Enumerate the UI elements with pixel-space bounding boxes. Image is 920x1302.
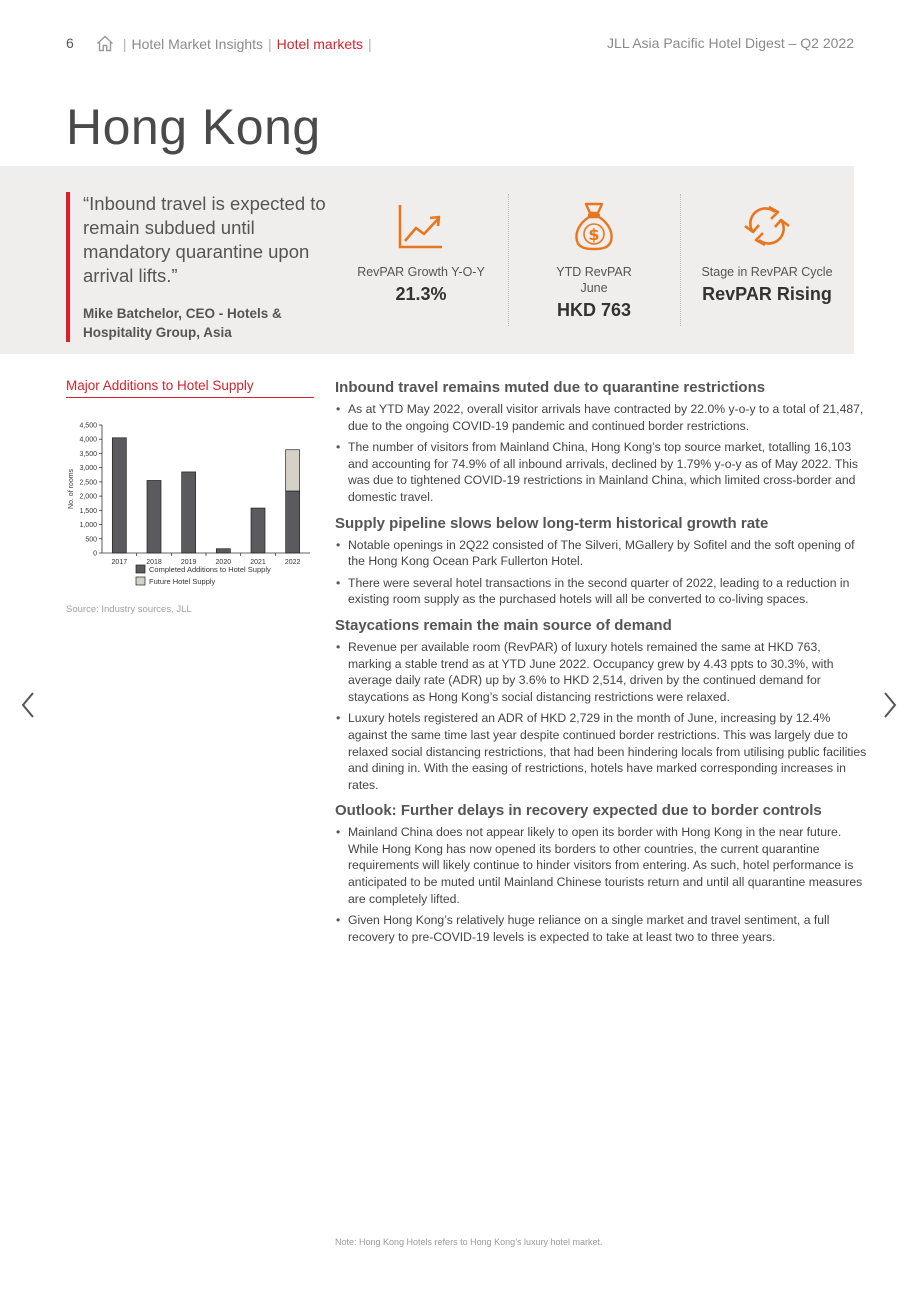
y-tick-label: 2,500 (79, 479, 97, 487)
x-tick-label: 2022 (284, 559, 301, 566)
svg-text:$: $ (588, 225, 600, 244)
trend-up-icon (336, 196, 506, 256)
bullet-item: • Notable openings in 2Q22 consisted of The Silveri, MGallery by Sofitel and the soft opening of the Hong Kong Ocean Park Fullerton Hotel. (335, 537, 867, 570)
money-bag-icon (509, 196, 679, 256)
y-axis-label: No. of rooms (68, 468, 75, 510)
stat-label: Stage in RevPAR Cycle (701, 265, 833, 279)
y-tick-label: 3,000 (79, 465, 97, 473)
stat-label: RevPAR Growth Y-O-Y (357, 265, 485, 279)
legend-swatch (136, 565, 145, 573)
y-tick-label: 4,500 (79, 422, 97, 430)
commentary (335, 379, 867, 954)
chart-title: Major Additions to Hotel Supply (66, 378, 314, 398)
bar-completed-2018 (147, 480, 161, 553)
bullet-item: • Luxury hotels registered an ADR of HKD 2,729 in the month of June, increasing by 12.4% against the same time last year despite continued border restrictions. This was largely due to relaxed social distancing restrictions, that had been hindering locals from utilising public facilities and dining in. With the easing of restrictions, hotels have marked corresponding increases in rates. (335, 710, 867, 793)
y-tick-label: 0 (93, 550, 97, 558)
legend-swatch (136, 577, 145, 585)
page-title: Hong Kong (66, 99, 321, 155)
breadcrumb: | Hotel Market Insights | Hotel markets | (96, 35, 377, 55)
stat-revpar-growth (336, 196, 506, 305)
supply-chart-panel (66, 378, 314, 615)
breadcrumb-hotel-markets[interactable]: Hotel markets (276, 36, 364, 52)
bar-completed-2017 (112, 438, 126, 553)
y-tick-label: 3,500 (79, 450, 97, 458)
stat-value: 21.3% (395, 284, 447, 304)
stat-ytd-revpar (509, 196, 679, 321)
x-tick-label: 2019 (180, 559, 197, 566)
previous-page-arrow-icon[interactable] (18, 690, 38, 720)
quote-author: Mike Batchelor, CEO - Hotels & Hospitality Group, Asia (83, 306, 282, 340)
key-stats-band (0, 166, 854, 354)
y-tick-label: 500 (85, 536, 97, 544)
stat-revpar-cycle (682, 196, 852, 305)
bullet-list (335, 401, 867, 506)
x-tick-label: 2018 (146, 559, 162, 566)
y-tick-label: 1,500 (79, 507, 97, 515)
bullet-item: • As at YTD May 2022, overall visitor arrivals have contracted by 22.0% y-o-y to a total of 21,487, due to the ongoing COVID-19 pandemic and continued border restrictions. (335, 401, 867, 434)
legend-label: Future Hotel Supply (149, 577, 216, 586)
bullet-item: • Revenue per available room (RevPAR) of luxury hotels remained the same at HKD 763, marking a stable trend as at YTD June 2022. Occupancy grew by 4.43 ppts to 30.3%, with average daily rate (ADR) up by 3.6% to HKD 2,514, driven by the continued demand for staycations as Hong Kong’s social distancing restrictions were relaxed. (335, 639, 867, 705)
bar-future-2022 (286, 450, 300, 491)
bullet-item: • Given Hong Kong’s relatively huge reliance on a single market and travel sentiment, a full recovery to pre-COVID-19 levels is expected to take at least two to three years. (335, 912, 867, 945)
x-tick-label: 2021 (250, 559, 266, 566)
bullet-list (335, 639, 867, 793)
bar-completed-2022 (286, 491, 300, 553)
bar-completed-2021 (251, 508, 265, 553)
footer-note: Note: Hong Kong Hotels refers to Hong Kong’s luxury hotel market. (335, 1237, 603, 1247)
stat-value: HKD 763 (556, 300, 632, 320)
pull-quote (66, 192, 333, 342)
y-tick-label: 1,000 (79, 522, 97, 530)
x-tick-label: 2017 (111, 559, 128, 566)
section-heading: Outlook: Further delays in recovery expected due to border controls (335, 802, 822, 820)
supply-bar-chart (66, 408, 314, 598)
bullet-item: • The number of visitors from Mainland China, Hong Kong’s top source market, totalling 16,103 and accounting for 74.9% of all inbound arrivals, declined by 1.79% y-o-y as of May 2022. This was due to tightened COVID-19 restrictions in Mainland China, which limited cross-border and domestic travel. (335, 439, 867, 505)
bar-completed-2019 (182, 472, 196, 553)
section-heading: Supply pipeline slows below long-term historical growth rate (335, 514, 769, 532)
page-header (66, 33, 854, 53)
x-tick-label: 2020 (215, 559, 232, 566)
next-page-arrow-icon[interactable] (880, 690, 900, 720)
bullet-list (335, 537, 867, 608)
breadcrumb-hotel-market-insights[interactable]: Hotel Market Insights (131, 36, 264, 52)
stat-label: YTD RevPAR June (556, 265, 632, 295)
y-tick-label: 2,000 (79, 493, 97, 501)
bullet-list (335, 824, 867, 945)
bar-completed-2020 (216, 549, 230, 553)
stat-value: RevPAR Rising (702, 284, 832, 304)
cycle-arrows-icon (682, 196, 852, 256)
section-heading: Inbound travel remains muted due to quarantine restrictions (335, 379, 766, 396)
bullet-item: • There were several hotel transactions in the second quarter of 2022, leading to a reduction in existing room supply as the purchased hotels will all be converted to co-living spaces. (335, 575, 867, 608)
quote-text: “Inbound travel is expected to remain subdued until mandatory quarantine upon arrival lifts.” (83, 193, 326, 286)
section-heading: Staycations remain the main source of demand (335, 616, 672, 634)
divider (680, 194, 681, 326)
publication-title: JLL Asia Pacific Hotel Digest – Q2 2022 (607, 35, 854, 51)
y-tick-label: 4,000 (79, 436, 97, 444)
home-icon[interactable] (96, 35, 114, 55)
page-number: 6 (66, 35, 74, 51)
chart-source: Source: Industry sources, JLL (66, 604, 192, 615)
legend-label: Completed Additions to Hotel Supply (149, 565, 271, 574)
bullet-item: • Mainland China does not appear likely to open its border with Hong Kong in the near future. While Hong Kong has now opened its borders to other countries, the current quarantine requirements will likely continue to hinder visitors from entering. As such, hotel performance is anticipated to be muted until Mainland Chinese tourists return and until all quarantine measures are completely lifted. (335, 824, 867, 907)
